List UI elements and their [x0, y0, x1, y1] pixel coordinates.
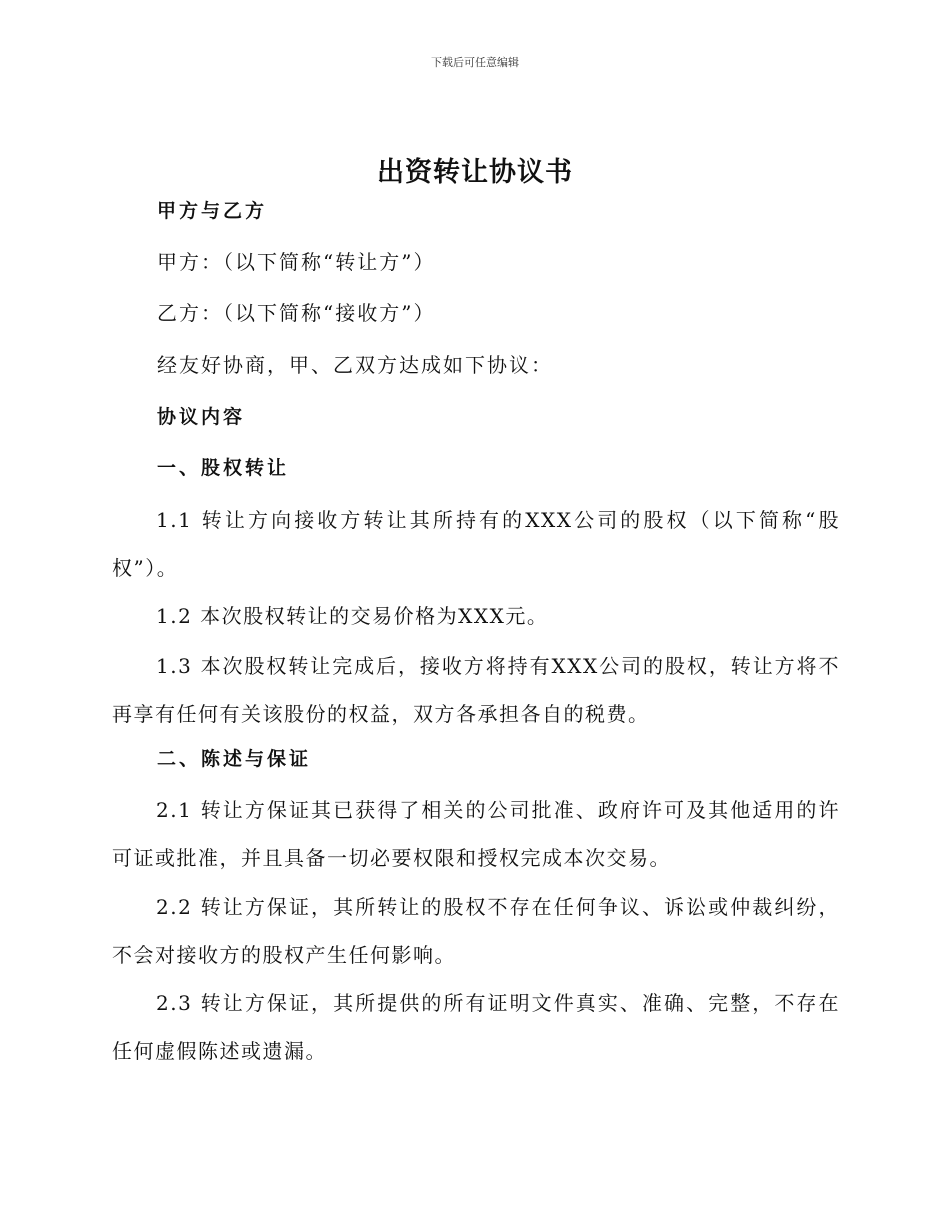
clause-2-1: 2.1 转让方保证其已获得了相关的公司批准、政府许可及其他适用的许可证或批准，并且具备一切必要权限和授权完成本次交易。: [112, 798, 840, 870]
clause-1-2: 1.2 本次股权转让的交易价格为XXX元。: [156, 604, 549, 628]
party-a-line: 甲方：（以下简称“转让方”）: [157, 250, 436, 274]
parties-heading: 甲方与乙方: [157, 200, 268, 222]
content-heading: 协议内容: [157, 406, 246, 428]
clause-2-2: 2.2 转让方保证，其所转让的股权不存在任何争议、诉讼或仲裁纠纷，不会对接收方的股权产生任何影响。: [112, 895, 840, 967]
section-1-heading: 一、股权转让: [157, 457, 290, 479]
document-title: 出资转让协议书: [377, 157, 573, 188]
page-header-note: 下载后可任意编辑: [431, 56, 519, 69]
party-b-line: 乙方：（以下简称“接收方”）: [157, 301, 436, 325]
clause-1-1: 1.1 转让方向接收方转让其所持有的XXX公司的股权（以下简称“股权”）。: [112, 508, 840, 580]
section-2-heading: 二、陈述与保证: [157, 748, 312, 770]
clause-2-3: 2.3 转让方保证，其所提供的所有证明文件真实、准确、完整，不存在任何虚假陈述或遗漏。: [112, 991, 840, 1063]
intro-line: 经友好协商，甲、乙双方达成如下协议：: [157, 353, 553, 377]
clause-1-3: 1.3 本次股权转让完成后，接收方将持有XXX公司的股权，转让方将不再享有任何有关该股份的权益，双方各承担各自的税费。: [112, 654, 840, 726]
